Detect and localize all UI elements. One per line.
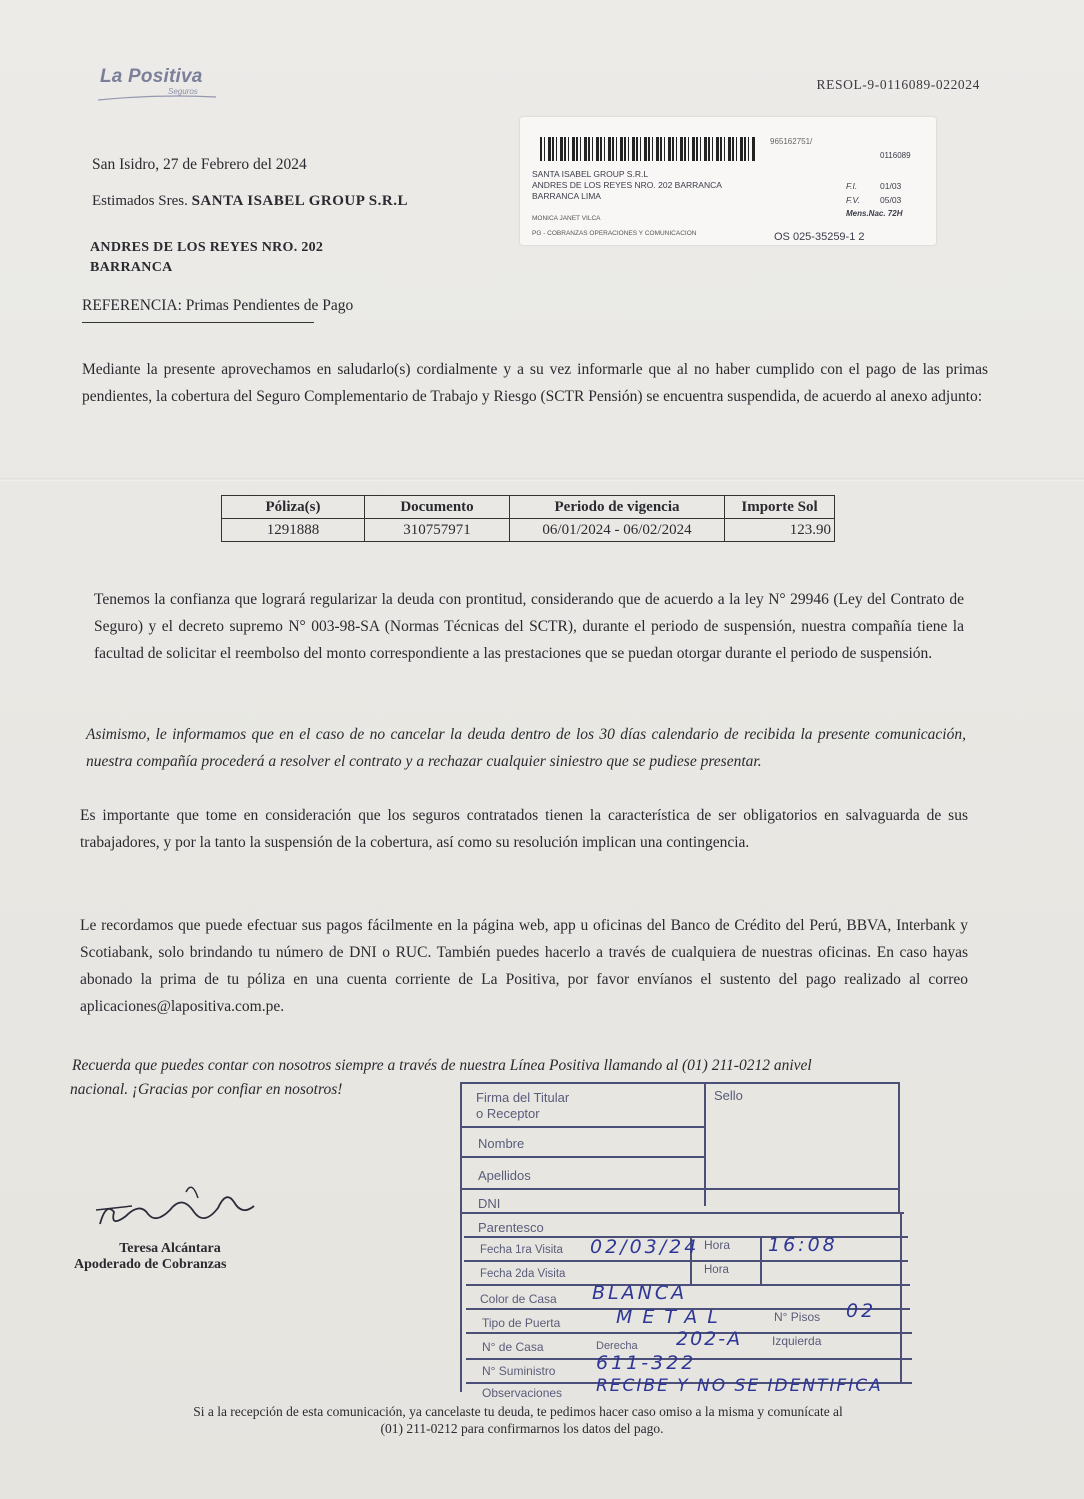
label-line-1: SANTA ISABEL GROUP S.R.L [532,169,649,179]
barcode-number: 965162751/ [770,137,813,146]
greeting [92,193,408,210]
dni-label: DNI [478,1196,501,1211]
label-person: MONICA JANET VILCA [532,215,601,222]
handwritten-signature-icon [86,1172,266,1242]
observaciones-value: RECIBE Y NO SE IDENTIFICA [596,1376,883,1396]
label-dates [846,179,901,207]
label-address [532,169,722,202]
paragraph-3: Asimismo, le informamos que en el caso de no cancelar la deuda dentro de los 30 días calendario de recibida la presente comunicación, nuestra compañía procederá a resolver el contrato y a rechazar cualquier siniestro que se pudiese presentar. [86,726,966,770]
address-line-1: ANDRES DE LOS REYES NRO. 202 [90,240,324,255]
recipient-name: SANTA ISABEL GROUP S.R.L [191,193,408,209]
signatory-name: Teresa Alcántara [119,1241,221,1256]
hora1-value: 16:08 [768,1234,838,1256]
resolution-number: RESOL-9-0116089-022024 [816,77,980,92]
derecha-label: Derecha [596,1340,638,1352]
table-header-poliza: Póliza(s) [222,496,365,519]
form-col-line [760,1236,762,1284]
table-cell-periodo: 06/01/2024 - 06/02/2024 [510,519,725,542]
paragraph-4: Es importante que tome en consideración que los seguros contratados tienen la característica de ser obligatorios en salvaguarda de sus trabajadores, y por la tanto la suspensión de la cobertura, así como su resolución implican una contingencia. [80,807,968,851]
fi-label: F.I. [846,181,858,191]
label-line-3: BARRANCA LIMA [532,191,601,201]
color-label: Color de Casa [480,1292,557,1306]
hora1-label: Hora [704,1238,731,1252]
form-border-right-lower [900,1212,902,1382]
visita1-value: 02/03/24 [590,1236,700,1258]
table-cell-importe: 123.90 [725,519,835,542]
footer-line-1: Si a la recepción de esta comunicación, ya cancelaste tu deuda, te pedimos hacer caso omiso a la misma y comunícate al [193,1404,843,1419]
mailing-label [520,117,936,245]
recipient-address [90,238,323,278]
puerta-label: Tipo de Puerta [482,1316,561,1330]
fv-label: F.V. [846,195,860,205]
observaciones-label: Observaciones [482,1386,563,1400]
paragraph-2: Tenemos la confianza que logrará regularizar la deuda con prontitud, considerando que de acuerdo a la ley N° 29946 (Ley del Contrato de Seguro) y el decreto supremo N° 003-98-SA (Normas Técnicas del SCTR), durante el periodo de suspensión, nuestra compañía tiene la facultad de solicitar el reembolso del monto correspondiente a las prestaciones que se puedan otorgar durante el periodo de suspensión. [94,591,964,662]
parentesco-label: Parentesco [478,1220,544,1235]
firma-label: Firma del Titular [476,1090,570,1105]
paragraph-1: Mediante la presente aprovechamos en saludarlo(s) cordialmente y a su vez informarle que al no haber cumplido con el pago de las primas pendientes, la cobertura del Seguro Complementario de Trabajo y Riesgo (SCTR Pensión) se encuentra suspendida, de acuerdo al anexo adjunto: [82,361,988,405]
nombre-label: Nombre [478,1136,525,1151]
apellidos-label: Apellidos [478,1168,531,1183]
label-area: PG - COBRANZAS OPERACIONES Y COMUNICACION [532,230,697,237]
form-row-line [460,1156,704,1158]
label-code: 0116089 [880,151,911,160]
form-row-line [466,1284,910,1286]
form-row-line [460,1188,900,1190]
debt-table [221,495,835,542]
pisos-value: 02 [846,1300,877,1322]
firma-label-2: o Receptor [476,1106,540,1121]
letter-date: San Isidro, 27 de Febrero del 2024 [92,156,307,173]
company-logo-sub: Seguros [168,87,198,96]
pisos-label: N° Pisos [774,1310,821,1324]
form-row-line [460,1126,704,1128]
sello-label: Sello [714,1088,743,1103]
form-border-right [898,1082,900,1212]
paragraph-6-end: nacional. ¡Gracias por confiar en nosotros! [70,1081,343,1098]
label-line-2: ANDRES DE LOS REYES NRO. 202 BARRANCA [532,180,722,190]
logo-swoosh-icon [98,95,216,101]
company-logo: La Positiva [100,66,203,87]
table-header-row [222,496,835,519]
footer-line-2: (01) 211-0212 para confirmarnos los datos del pago. [380,1421,664,1436]
label-mens: Mens.Nac. 72H [846,209,903,218]
visita2-label: Fecha 2da Visita [480,1268,566,1280]
table-header-importe: Importe Sol [725,496,835,519]
barcode-icon [540,137,756,161]
reference: REFERENCIA: Primas Pendientes de Pago [82,297,354,314]
form-row-line [464,1260,908,1262]
form-row-line [462,1212,904,1214]
greeting-prefix: Estimados Sres. [92,193,192,209]
form-border-left [460,1082,462,1392]
table-header-periodo: Periodo de vigencia [510,496,725,519]
paragraph-5: Le recordamos que puede efectuar sus pagos fácilmente en la página web, app u oficinas del Banco de Crédito del Perú, BBVA, Interbank y Scotiabank, solo brindando tu número de DNI o RUC. También puedes hacerlo a través de cualquiera de nuestras oficinas. En caso hayas abonado la prima de tu póliza en una cuenta corriente de La Positiva, por favor envíanos el sustento del pago realizado al correo aplicaciones@lapositiva.com.pe. [80,917,968,1015]
table-header-documento: Documento [365,496,510,519]
suministro-value: 611-322 [596,1352,697,1374]
address-line-2: BARRANCA [90,260,173,275]
hora2-label: Hora [704,1264,729,1276]
paragraph-6: Recuerda que puedes contar con nosotros siempre a través de nuestra Línea Positiva llamando al (01) 211-0212 anivel [72,1057,812,1074]
table-cell-poliza: 1291888 [222,519,365,542]
signatory-role: Apoderado de Cobranzas [74,1257,227,1272]
paper-fold [0,478,1084,481]
table-cell-documento: 310757971 [365,519,510,542]
table-row [222,519,835,542]
izquierda-label: Izquierda [772,1334,822,1348]
delivery-form [460,1082,912,1400]
casa-value: 202-A [676,1328,743,1350]
color-value: BLANCA [592,1282,688,1304]
fi-value: 01/03 [880,181,902,191]
casa-label: N° de Casa [482,1340,544,1354]
visita1-label: Fecha 1ra Visita [480,1244,563,1256]
puerta-value: METAL [616,1306,728,1328]
fv-value: 05/03 [880,195,902,205]
label-os: OS 025-35259-1 2 [774,231,865,243]
suministro-label: N° Suministro [482,1364,556,1378]
reference-underline [82,322,314,323]
form-border-top [460,1082,898,1084]
